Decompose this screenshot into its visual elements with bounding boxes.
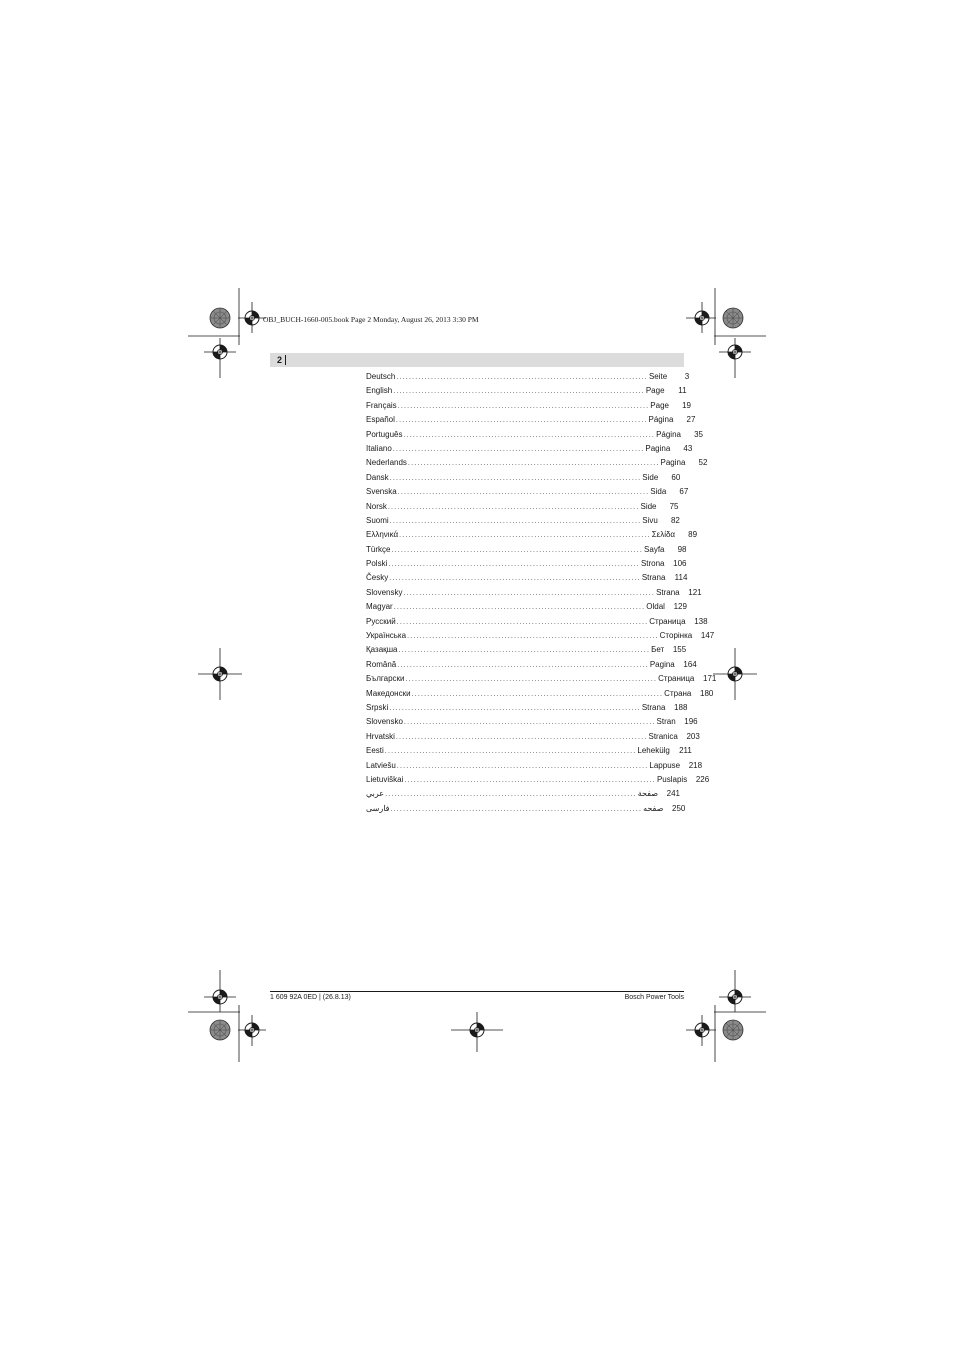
toc-language: Dansk [366,472,389,482]
toc-page-number: 106 [673,559,687,569]
toc-language: Magyar [366,602,393,612]
toc-language: Español [366,415,395,425]
toc-leader-dots: ................................................................................ [396,762,649,770]
toc-leader-dots: ................................................................................ [411,690,664,698]
toc-language: عربي [366,789,385,799]
toc-page-number: 188 [674,702,688,712]
toc-row [366,629,715,643]
toc-page-number: 114 [674,573,688,583]
toc-row [366,557,687,571]
header-bar [270,353,684,367]
toc-language: Eesti [366,746,384,756]
toc-page-word: Strana [656,587,680,597]
toc-row [366,500,679,514]
toc-page-word: Sida [650,487,667,497]
toc-leader-dots: ................................................................................ [388,561,640,569]
crop-mark-middle-left [198,648,242,700]
toc-page-word: Сторінка [659,631,693,641]
toc-row [366,730,700,744]
toc-page-word: Strana [641,702,666,712]
toc-row [366,399,691,413]
toc-page-word: Lehekülg [637,746,670,756]
toc-page-number: 171 [703,674,717,684]
toc-language: فارسی [366,803,390,813]
toc-leader-dots: ................................................................................ [407,633,659,641]
toc-page-word: Seite [648,372,668,381]
toc-row [366,586,702,600]
file-info-line: OBJ_BUCH-1660-005.book Page 2 Monday, August 26, 2013 3:30 PM [263,315,479,324]
toc-row [366,528,698,542]
toc-row [366,413,696,427]
toc-page-word: Page [650,400,669,410]
crop-mark-top-right [686,288,766,378]
toc-page-number: 138 [694,616,708,626]
toc-page-word: Lappuse [649,760,681,770]
toc-page-number: 196 [684,717,698,727]
toc-language: English [366,386,393,396]
toc-page-word: Бет [651,645,665,655]
toc-page-number: 129 [673,602,687,612]
toc-language: Deutsch [366,372,396,381]
toc-row [366,687,714,701]
footer-brand: Bosch Power Tools [624,994,684,1001]
toc-language: Македонски [366,688,411,698]
toc-page-number: 98 [677,544,687,554]
toc-page-word: Страница [658,674,695,684]
toc-page-word: Страна [664,688,692,698]
toc-page-word: Pagina [649,659,675,669]
toc-page-word: Stranica [648,731,678,741]
toc-leader-dots: ................................................................................ [403,431,656,439]
toc-language: Norsk [366,501,387,511]
toc-leader-dots: ................................................................................ [407,460,660,468]
toc-row [366,543,687,557]
crop-mark-middle-right [713,648,757,700]
toc-row [366,471,681,485]
toc-page-word: Страница [649,616,686,626]
toc-leader-dots: ................................................................................ [399,532,651,540]
toc-page-number: 211 [679,746,692,756]
toc-page-number: 67 [679,487,689,497]
toc-page-word: Página [656,429,681,439]
toc-leader-dots: ................................................................................ [387,503,640,511]
toc-page-number: 218 [688,760,703,770]
toc-row [366,456,708,470]
toc-row [366,370,690,384]
toc-leader-dots: ................................................................................ [389,474,642,482]
toc-language: Türkçe [366,544,391,554]
toc-page-number: 82 [670,515,680,525]
toc-page-number: 121 [688,587,702,597]
toc-row [366,759,703,773]
toc-row [366,514,680,528]
toc-page-number: 3 [684,372,690,381]
toc-leader-dots: ................................................................................ [389,575,641,583]
toc-language: Български [366,674,405,684]
table-of-contents [366,370,717,816]
toc-language: Ελληνικά [366,530,399,540]
toc-row [366,384,687,398]
toc-page-number: 75 [669,501,679,511]
crop-mark-bottom-center [451,1012,503,1052]
toc-row [366,428,703,442]
toc-language: Latviešu [366,760,396,770]
toc-leader-dots: ................................................................................ [403,719,656,727]
toc-language: Português [366,429,403,439]
footer-rule [270,991,684,992]
toc-row [366,571,688,585]
toc-page-word: Strona [640,559,665,569]
toc-leader-dots: ................................................................................ [395,733,648,741]
toc-page-word: Stran [656,717,676,727]
toc-row [366,658,697,672]
toc-page-word: صفحة [637,789,658,799]
page-number: 2 [277,355,283,365]
toc-leader-dots: ................................................................................ [396,374,648,381]
toc-page-word: Σελίδα [651,530,676,540]
toc-leader-dots: ................................................................................ [404,776,656,784]
toc-row [366,643,687,657]
toc-page-number: 11 [678,386,687,396]
crop-mark-bottom-left [188,970,266,1062]
toc-row [366,773,710,787]
toc-page-word: Side [640,501,657,511]
toc-page-number: 250 [672,803,686,813]
toc-leader-dots: ................................................................................ [405,676,658,684]
toc-language: Svenska [366,487,397,497]
toc-language: Русский [366,616,396,626]
toc-leader-dots: ................................................................................ [403,589,656,597]
toc-page-number: 147 [700,631,715,641]
toc-leader-dots: ................................................................................ [392,445,645,453]
toc-language: Slovensko [366,717,403,727]
crop-mark-bottom-right [686,970,766,1062]
toc-page-number: 203 [686,731,700,741]
toc-leader-dots: ................................................................................ [385,791,637,799]
toc-language: Italiano [366,443,392,453]
toc-language: Українська [366,631,407,641]
toc-leader-dots: ................................................................................ [384,748,637,756]
toc-language: Nederlands [366,458,407,468]
toc-page-word: Pagina [660,458,686,468]
toc-page-word: Página [648,415,674,425]
toc-page-number: 35 [694,429,703,439]
toc-leader-dots: ................................................................................ [393,604,646,612]
page-number-separator [285,355,286,365]
toc-page-number: 180 [700,688,714,698]
toc-row [366,600,687,614]
toc-page-number: 89 [688,530,698,540]
toc-page-number: 164 [683,659,697,669]
footer-document-code: 1 609 92A 0ED | (26.8.13) [270,994,351,1001]
toc-page-word: Pagina [645,443,671,453]
toc-leader-dots: ................................................................................ [389,704,641,712]
toc-page-number: 60 [671,472,681,482]
toc-row [366,701,688,715]
toc-page-word: Sivu [642,515,658,525]
toc-language: Hrvatski [366,731,395,741]
toc-leader-dots: ................................................................................ [395,417,648,425]
toc-row [366,442,693,456]
toc-language: Polski [366,559,388,569]
toc-leader-dots: ................................................................................ [389,517,642,525]
toc-page-word: Page [645,386,665,396]
toc-language: Қазақша [366,645,398,655]
toc-language: Română [366,659,397,669]
toc-row [366,672,717,686]
toc-leader-dots: ................................................................................ [398,647,651,655]
toc-language: Lietuviškai [366,774,404,784]
toc-page-word: Strana [641,573,666,583]
toc-page-word: Sayfa [644,544,665,554]
toc-page-word: Puslapis [656,774,688,784]
toc-leader-dots: ................................................................................ [391,546,644,554]
toc-language: Srpski [366,702,389,712]
toc-leader-dots: ................................................................................ [396,618,649,626]
toc-language: Suomi [366,515,389,525]
toc-page-word: Side [642,472,659,482]
toc-leader-dots: ................................................................................ [393,388,645,396]
toc-page-word: صفحه [643,803,664,813]
toc-language: Česky [366,573,389,583]
toc-language: Français [366,400,397,410]
toc-leader-dots: ................................................................................ [397,489,650,497]
toc-page-number: 43 [683,443,693,453]
toc-page-number: 19 [682,400,691,410]
toc-page-number: 27 [686,415,696,425]
toc-row [366,744,692,758]
toc-row [366,802,686,816]
toc-row [366,787,680,801]
toc-leader-dots: ................................................................................ [397,402,650,410]
toc-row [366,485,689,499]
toc-page-word: Oldal [646,602,665,612]
toc-page-number: 155 [672,645,687,655]
toc-leader-dots: ................................................................................ [390,805,643,813]
toc-page-number: 52 [698,458,708,468]
toc-row [366,615,708,629]
toc-page-number: 226 [695,774,710,784]
toc-page-number: 241 [666,789,680,799]
toc-row [366,715,698,729]
toc-leader-dots: ................................................................................ [397,661,649,669]
crop-mark-top-left [188,288,266,378]
toc-language: Slovensky [366,587,403,597]
